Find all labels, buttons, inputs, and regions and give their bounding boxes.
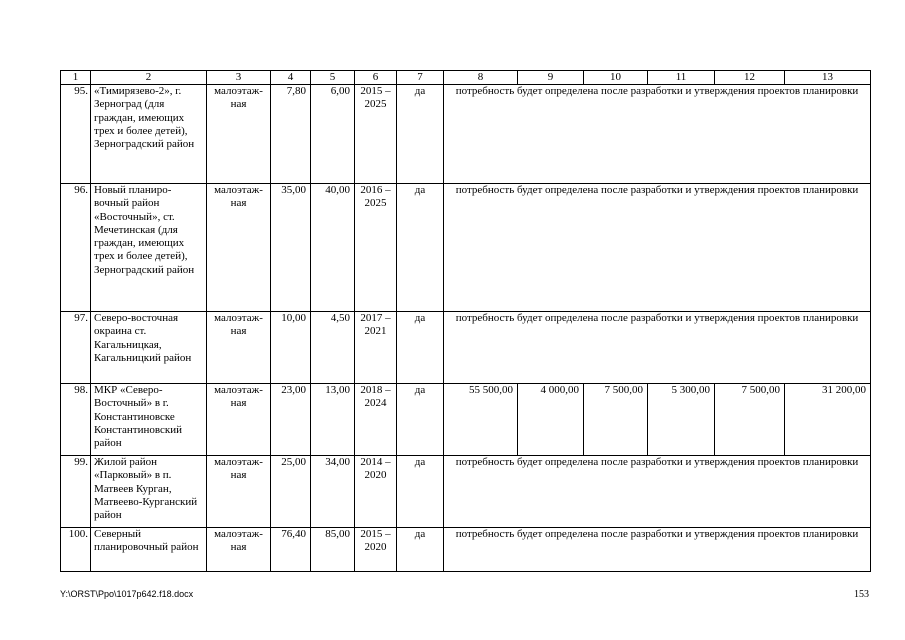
object-name: МКР «Северо-Восточный» в г. Константиновске Константиновский район — [91, 384, 207, 456]
building-type: малоэтаж-ная — [207, 184, 271, 312]
table-row — [61, 312, 871, 384]
row-number: 100. — [61, 528, 91, 572]
requirement-note: потребность будет определена после разработки и утверждения проектов планировки — [444, 456, 871, 528]
column-header: 3 — [207, 71, 271, 85]
requirement-note: потребность будет определена после разработки и утверждения проектов планировки — [444, 312, 871, 384]
row-number: 98. — [61, 384, 91, 456]
column-header: 6 — [355, 71, 397, 85]
period: 2016 – 2025 — [355, 184, 397, 312]
table-row — [61, 528, 871, 572]
value-col5: 40,00 — [311, 184, 355, 312]
column-header: 7 — [397, 71, 444, 85]
value-col4: 35,00 — [271, 184, 311, 312]
object-name: «Тимирязево-2», г. Зерноград (для граждан, имеющих трех и более детей), Зерноградский район — [91, 85, 207, 184]
period: 2015 – 2020 — [355, 528, 397, 572]
object-name: Жилой район «Парковый» в п. Матвеев Курган, Матвеево-Курганский район — [91, 456, 207, 528]
building-type: малоэтаж-ная — [207, 85, 271, 184]
object-name: Новый планиро-вочный район «Восточный», ст. Мечетинская (для граждан, имеющих трех и более детей), Зерноградский район — [91, 184, 207, 312]
value-col13: 31 200,00 — [785, 384, 871, 456]
object-name: Северо-восточная окраина ст. Кагальницкая, Кагальницкий район — [91, 312, 207, 384]
page-number: 153 — [854, 589, 869, 600]
requirement-note: потребность будет определена после разработки и утверждения проектов планировки — [444, 184, 871, 312]
column-header: 5 — [311, 71, 355, 85]
table-row — [61, 384, 871, 456]
value-col5: 34,00 — [311, 456, 355, 528]
column-header: 4 — [271, 71, 311, 85]
value-col12: 7 500,00 — [715, 384, 785, 456]
column-header: 10 — [584, 71, 648, 85]
column-header: 13 — [785, 71, 871, 85]
value-col4: 76,40 — [271, 528, 311, 572]
period: 2018 – 2024 — [355, 384, 397, 456]
building-type: малоэтаж-ная — [207, 456, 271, 528]
column-header: 12 — [715, 71, 785, 85]
table-row — [61, 456, 871, 528]
requirement-note: потребность будет определена после разработки и утверждения проектов планировки — [444, 528, 871, 572]
value-col9: 4 000,00 — [518, 384, 584, 456]
value-col8: 55 500,00 — [444, 384, 518, 456]
data-table — [60, 70, 871, 572]
value-col4: 25,00 — [271, 456, 311, 528]
table-header-row — [61, 71, 871, 85]
building-type: малоэтаж-ная — [207, 528, 271, 572]
flag: да — [397, 456, 444, 528]
column-header: 2 — [91, 71, 207, 85]
building-type: малоэтаж-ная — [207, 312, 271, 384]
column-header: 9 — [518, 71, 584, 85]
period: 2014 – 2020 — [355, 456, 397, 528]
row-number: 97. — [61, 312, 91, 384]
row-number: 95. — [61, 85, 91, 184]
flag: да — [397, 312, 444, 384]
building-type: малоэтаж-ная — [207, 384, 271, 456]
period: 2015 – 2025 — [355, 85, 397, 184]
value-col4: 10,00 — [271, 312, 311, 384]
flag: да — [397, 184, 444, 312]
row-number: 99. — [61, 456, 91, 528]
value-col5: 13,00 — [311, 384, 355, 456]
value-col5: 4,50 — [311, 312, 355, 384]
requirement-note: потребность будет определена после разработки и утверждения проектов планировки — [444, 85, 871, 184]
table-row — [61, 184, 871, 312]
flag: да — [397, 85, 444, 184]
column-header: 11 — [648, 71, 715, 85]
value-col4: 23,00 — [271, 384, 311, 456]
column-header: 1 — [61, 71, 91, 85]
flag: да — [397, 384, 444, 456]
value-col5: 85,00 — [311, 528, 355, 572]
row-number: 96. — [61, 184, 91, 312]
value-col4: 7,80 — [271, 85, 311, 184]
flag: да — [397, 528, 444, 572]
column-header: 8 — [444, 71, 518, 85]
value-col5: 6,00 — [311, 85, 355, 184]
table-row — [61, 85, 871, 184]
object-name: Северный планировочный район — [91, 528, 207, 572]
file-path: Y:\ORST\Ppo\1017p642.f18.docx — [60, 589, 194, 599]
period: 2017 – 2021 — [355, 312, 397, 384]
value-col10: 7 500,00 — [584, 384, 648, 456]
value-col11: 5 300,00 — [648, 384, 715, 456]
